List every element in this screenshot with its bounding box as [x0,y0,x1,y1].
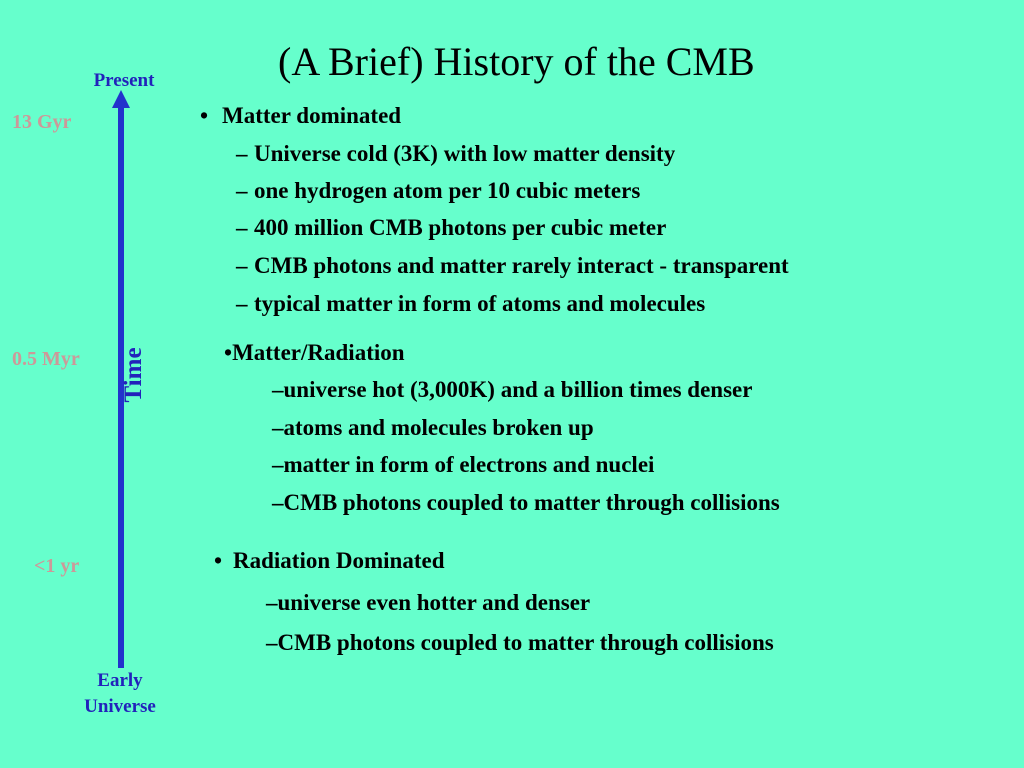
list-item [266,589,590,617]
list-item [272,489,780,517]
epoch-13-gyr: 13 Gyr [12,111,72,133]
dash-marker: – [266,630,278,655]
dash-marker: – [266,590,278,615]
dash-marker: – [272,452,284,477]
section-matter-radiation-heading [224,339,405,367]
list-item-text: CMB photons and matter rarely interact - transparent [254,253,789,278]
list-item-text: one hydrogen atom per 10 cubic meters [254,178,641,203]
dash-marker: – [236,178,248,203]
list-item [236,177,640,205]
dash-marker: – [272,377,284,402]
list-item-text: universe hot (3,000K) and a billion times denser [283,377,753,402]
heading-text: Radiation Dominated [233,548,445,573]
early-label-line1: Early [97,670,143,691]
dash-marker: – [272,415,284,440]
timeline-early-universe-label [72,668,168,720]
list-item [236,214,666,242]
list-item-text: CMB photons coupled to matter through collisions [283,490,780,515]
list-item-text: atoms and molecules broken up [283,415,594,440]
dash-marker: – [236,253,248,278]
dash-marker: – [236,291,248,316]
list-item [236,252,789,280]
time-axis-label [114,345,154,405]
time-axis-text: Time [120,347,147,403]
epoch-less-than-1-yr: <1 yr [34,555,80,577]
early-label-line2: Universe [84,696,156,717]
bullet-marker: • [224,340,233,365]
list-item-text: Universe cold (3K) with low matter density [254,141,676,166]
bullet-marker: • [200,103,209,128]
list-item [272,414,594,442]
dash-marker: – [236,215,248,240]
list-item-text: 400 million CMB photons per cubic meter [254,215,667,240]
section-radiation-dominated-heading [214,547,445,575]
list-item [272,451,654,479]
list-item-text: matter in form of electrons and nuclei [283,452,655,477]
list-item [236,290,705,318]
timeline-present-label: Present [93,70,155,91]
list-item-text: typical matter in form of atoms and molecules [254,291,706,316]
list-item [272,376,752,404]
heading-text: Matter/Radiation [232,340,405,365]
list-item-text: universe even hotter and denser [277,590,591,615]
epoch-0-5-myr: 0.5 Myr [12,348,80,370]
bullet-marker: • [214,548,223,573]
list-item-text: CMB photons coupled to matter through collisions [277,630,774,655]
list-item [266,629,774,657]
dash-marker: – [272,490,284,515]
list-item [236,140,675,168]
dash-marker: – [236,141,248,166]
section-matter-dominated-heading [200,102,401,130]
heading-text: Matter dominated [222,103,402,128]
slide-title: (A Brief) History of the CMB [278,39,755,84]
